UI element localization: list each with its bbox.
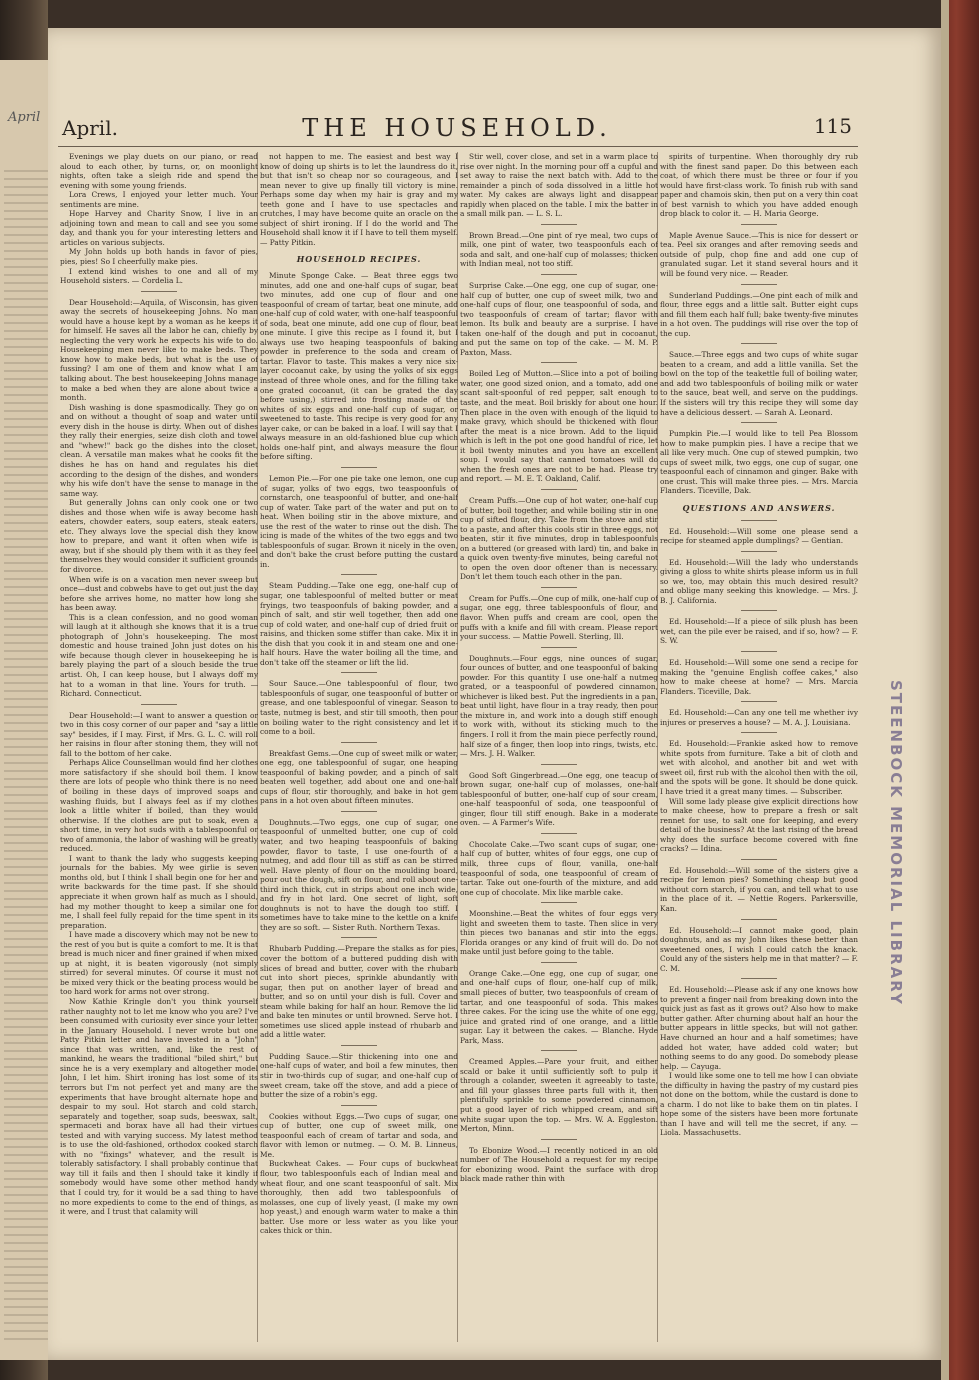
article-paragraph: Lemon Pie.—For one pie take one lemon, one cup of sugar, yolks of two eggs, two teaspoonfuls of cornstarch, one teaspoonful of butter, and one-half cup of water. Take part of the water and put on to heat. When boiling stir in the above mixture, and use the rest of the water to rinse out the dish. The icing is made of the whites of the two eggs and two tablespoonfuls of sugar. Brown it nicely in the oven, and don't bake the crust before putting the custard in. xyxy=(260,473,458,569)
article-divider xyxy=(541,489,577,490)
article-paragraph: Orange Cake.—One egg, one cup of sugar, one and one-half cups of flour, one-half cup of milk, small pieces of butter, two teaspoonfuls of cream of tartar, and one teaspoonful of soda. This makes three cakes. For the icing use the white of one egg, juice and grated rind of one orange, and a little sugar. Lay it between the cakes. — Blanche. Hyde Park, Mass. xyxy=(460,968,658,1045)
article-divider xyxy=(341,742,377,743)
article-paragraph: Chocolate Cake.—Two scant cups of sugar, one-half cup of butter, whites of four eggs, one cup of milk, three cups of flour, vanilla, one-half teaspoonful of soda, one teaspoonful of cream of tartar. Take out one-fourth of the mixture, and add one cup of chocolate. Mix like marble cake. xyxy=(460,839,658,897)
article-divider xyxy=(541,962,577,963)
article-paragraph: Sour Sauce.—One tablespoonful of flour, two tablespoonfuls of sugar, one teaspoonful of butter or grease, and one tablespoonful of vinegar. Season to taste, nutmeg is best, and stir till smooth, then pour on boiling water to the right consistency and let it come to a boil. xyxy=(260,679,458,737)
article-paragraph: Maple Avenue Sauce.—This is nice for dessert or tea. Peel six oranges and after removing seeds and outside of pulp, chop fine and add one cup of granulated sugar. Let it stand several hours and it will be found very nice. — Reader. xyxy=(660,230,858,279)
article-divider xyxy=(741,343,777,344)
article-divider xyxy=(341,1105,377,1106)
article-paragraph: Doughnuts.—Two eggs, one cup of sugar, one teaspoonful of unmelted butter, one cup of cold water, and two heaping teaspoonfuls of baking powder, flavor to taste, I use one-fourth of a nutmeg, and add flour till as stiff as can be stirred well. Have plenty of flour on the moulding board, pour out the dough, sift on flour, and roll about one-third inch thick, cut in strips about one inch wide, and fry in hot lard. One secret of light, soft doughnuts is not to have the dough too stiff. I sometimes have to take mine to the kettle on a knife they are so soft. — Sister Ruth. Northern Texas. xyxy=(260,817,458,932)
article-paragraph: Cream for Puffs.—One cup of milk, one-half cup of sugar, one egg, three tablespoonfuls of flour, and flavor. When puffs and cream are cool, open the puffs with a knife and fill with cream. Please report your success. — Mattie Powell. Sterling, Ill. xyxy=(460,593,658,642)
article-paragraph: Cream Puffs.—One cup of hot water, one-half cup of butter, boil together, and while boiling stir in one cup of sifted flour, dry. Take from the stove and stir to a paste, and after this cools stir in three eggs, not beaten, stir it five minutes, drop in tablespoonfuls on a buttered (or greased with lard) tin, and bake in a quick oven twenty-five minutes, being careful not to open the oven door oftener than is necessary. Don't let them touch each other in the pan. xyxy=(460,495,658,582)
article-paragraph: Pumpkin Pie.—I would like to tell Pea Blossom how to make pumpkin pies. I have a recipe that we all like very much. One cup of stewed pumpkin, two cups of sweet milk, two eggs, one cup of sugar, one teaspoonful each of cinnamon and ginger. Bake with one crust. This will make three pies. — Mrs. Marcia Flanders. Ticeville, Dak. xyxy=(660,429,858,496)
article-paragraph: Steam Pudding.—Take one egg, one-half cup of sugar, one tablespoonful of melted butter or meat fryings, two teaspoonfuls of baking powder, and a pinch of salt, and stir well together, then add one cup of cold water, and one-half cup of dried fruit or raisins, and thicken some stiffer than cake. Mix it in the dish that you cook it in and steam one and one-half hours. Have the water boiling all the time, and don't take off the steamer or lift the lid. xyxy=(260,581,458,667)
column-3 xyxy=(460,152,658,1344)
article-divider xyxy=(541,902,577,903)
article-paragraph: Ed. Household:—I cannot make good, plain doughnuts, and as my John likes these better than sweetened ones, I wish I could catch the knack. Could any of the sisters help me in that matter? — F. C. M. xyxy=(660,925,858,973)
article-divider xyxy=(741,610,777,611)
header-month: April. xyxy=(62,116,118,140)
library-stamp: STEENBOCK MEMORIAL LIBRARY xyxy=(887,680,905,1006)
article-divider xyxy=(741,651,777,652)
article-paragraph: Brown Bread.—One pint of rye meal, two cups of milk, one pint of water, two teaspoonfuls each of soda and salt, and one-half cup of molasses; thicken with Indian meal, not too stiff. xyxy=(460,230,658,269)
article-divider xyxy=(741,859,777,860)
article-divider xyxy=(141,291,177,292)
article-paragraph: Pudding Sauce.—Stir thickening into one and one-half cups of water, and boil a few minutes, then stir in two-thirds cup of sugar, and one-half cup of sweet cream, take off the stove, and add a piece of butter the size of a robin's egg. xyxy=(260,1051,458,1100)
article-divider xyxy=(341,467,377,468)
article-divider xyxy=(741,978,777,979)
section-heading: HOUSEHOLD RECIPES. xyxy=(296,254,422,265)
prev-running-head: April xyxy=(8,110,41,125)
prev-page-text xyxy=(4,170,50,1340)
article-paragraph: Perhaps Alice Counsellman would find her clothes more satisfactory if she should boil them. I know there are lots of people who think there is no need of boiling in these days of improved soaps and washing fluids, but I always feel as if my clothes look a little whiter if boiled, than they would otherwise. If the clothes are put to soak, even a short time, in very hot suds with a tablespoonful or two of ammonia, the labor of washing will be greatly reduced. xyxy=(60,758,258,854)
article-paragraph: Sunderland Puddings.—One pint each of milk and flour, three eggs and a little salt. Butter eight cups and fill them each half full; bake twenty-five minutes in a hot oven. The puddings will rise over the top of the cup. xyxy=(660,290,858,338)
article-paragraph: Boiled Leg of Mutton.—Slice into a pot of boiling water, one good sized onion, and a tomato, add one scant salt-spoonful of red pepper, salt enough to taste, and the meat. Boil briskly for about one hour. Then place in the oven with enough of the liquid to make gravy, which should be thickened with flour after the meat is a nice brown. Add to the liquid which is left in the pot one good handful of rice, let it boil twenty minutes and you have an excellent soup. I would say that canned tomatoes will do when the fresh ones are not to be had. Please try and report. — M. E. T. Oakland, Calif. xyxy=(460,369,658,484)
book-cover-board xyxy=(941,0,979,1380)
article-paragraph: Dish washing is done spasmodically. They go on and on without a thought of soap and water until every dish in the house is dirty. When out of dishes they rally their energies, seize dish cloth and towel and "whew!" back go the dishes into the closet, clean. A versatile man makes what he cooks fit the dishes he has on hand and regulates his diet according to the design of the dishes, and wonders why his wife don't have the sense to manage in the same way. xyxy=(60,402,258,498)
article-paragraph: Ed. Household:—If a piece of silk plush has been wet, can the pile ever be raised, and if so, how? — F. S. W. xyxy=(660,617,858,646)
article-divider xyxy=(541,1050,577,1051)
column-4 xyxy=(660,152,858,1344)
article-paragraph: Dear Household:—Aquila, of Wisconsin, has given away the secrets of housekeeping Johns. No man would have a house kept by a woman as he keeps it for himself. He saves all the labor he can, chiefly by neglecting the very work he expects his wife to do. Housekeeping men never like to make beds. They know how to make beds, but what is the use of fussing? I am one of them and know what I am talking about. The best housekeeping Johns manage to make a bed when they are alone about twice a month. xyxy=(60,297,258,403)
article-paragraph: Ed. Household:—Will some one send a recipe for making the "genuine English coffee cakes," also how to make cheese at home? — Mrs. Marcia Flanders. Ticeville, Dak. xyxy=(660,657,858,696)
article-divider xyxy=(741,919,777,920)
article-paragraph: I want to thank the lady who suggests keeping journals for the babies. My wee girlie is seven months old, but I think I shall begin one for her and write backwards for the time past. If she should appreciate it when grown half as much as I should, had my mother thought to keep a similar one for me, I shall feel fully repaid for the time spent in its preparation. xyxy=(60,853,258,930)
article-divider xyxy=(541,764,577,765)
article-paragraph: Buckwheat Cakes. — Four cups of buckwheat flour, two tablespoonfuls each of Indian meal and wheat flour, and one scant teaspoonful of salt. Mix thoroughly, then add two tablespoonfuls of molasses, one cup of lively yeast, (I make my own hop yeast,) and enough warm water to make a thin batter. Use more or less water as you like your cakes thick or thin. xyxy=(260,1159,458,1236)
article-paragraph: Ed. Household:—Will some one please send a recipe for steamed apple dumplings? — Gentian. xyxy=(660,526,858,546)
article-paragraph: Hope Harvey and Charity Snow, I live in an adjoining town and mean to call and see you some day, and thank you for your interesting letters and articles on various subjects. xyxy=(60,209,258,247)
article-paragraph: Stir well, cover close, and set in a warm place to rise over night. In the morning pour off a cupful and set away to raise the next batch with. Add to the remainder a pinch of soda dissolved in a little hot water. My cakes are always light and disappear rapidly when placed on the table. I mix the batter in a small milk pan. — L. S. L. xyxy=(460,152,658,219)
article-paragraph: Cookies without Eggs.—Two cups of sugar, one cup of butter, one cup of sweet milk, one teaspoonful each of cream of tartar and soda, and flavor with lemon or nutmeg. — O. M. B. Linneus, Me. xyxy=(260,1111,458,1159)
article-paragraph: I extend kind wishes to one and all of my Household sisters. — Cordelia L. xyxy=(60,266,258,286)
article-paragraph: spirits of turpentine. When thoroughly dry rub with the finest sand paper. Do this between each coat, of which there must be three or four if you would have first-class work. To finish rub with sand paper and chamois skin, then put on a very thin coat of best varnish to which you have added enough drop black to color it. — H. Maria George. xyxy=(660,152,858,219)
column-1 xyxy=(60,152,258,1344)
article-divider xyxy=(741,520,777,521)
article-divider xyxy=(741,224,777,225)
previous-page-edge xyxy=(0,60,52,1360)
article-paragraph: not happen to me. The easiest and best way I know of doing up shirts is to let the laundress do it, but that isn't so cheap nor so courageous, and I mean never to give up finally till victory is mine. Perhaps some day when my hair is gray and my teeth gone and I have to use spectacles and crutches, I may have become quite an oracle on the subject of shirt ironing. If I do the world and The Household shall know it if I have to tell them myself. — Patty Pitkin. xyxy=(260,152,458,247)
article-divider xyxy=(341,937,377,938)
article-paragraph: Ed. Household:—Will some of the sisters give a recipe for lemon pies? Something cheap but good without corn starch, if you can, and tell what to use in the place of it. — Nettie Rogers. Parkersville, Kan. xyxy=(660,865,858,913)
article-paragraph: Minute Sponge Cake. — Beat three eggs two minutes, add one and one-half cups of sugar, beat two minutes, add one cup of flour and one teaspoonful of cream of tartar, beat one minute, add one-half cup of cold water, with one-half teaspoonful of soda, beat one minute, add one cup of flour, beat one minute. I give this recipe as I found it, but I always use two heaping teaspoonfuls of baking powder in preference to the soda and cream of tartar. Flavor to taste. This makes a very nice six-layer cocoanut cake, by using the yolks of six eggs instead of three whole ones, and for the filling take one grated cocoanut, (it can be grated the day before using,) stirred into frosting made of the whites of six eggs and one-half cup of sugar, or sweetened to taste. This recipe is very good for any layer cake, or can be baked in a loaf. I will say that I always measure in an old-fashioned blue cup which holds one-half pint, and always measure the flour before sifting. xyxy=(260,271,458,462)
article-divider xyxy=(541,274,577,275)
article-divider xyxy=(541,833,577,834)
column-2 xyxy=(260,152,458,1344)
article-paragraph: But generally Johns can only cook one or two dishes and those when wife is away become hash eaters, chowder eaters, soup eaters, steak eaters, etc. They always love the special dish they know how to prepare, and want it often when wife is away, but if she should ply them with it as they feel themselves they would consider it sufficient grounds for divorce. xyxy=(60,498,258,574)
article-divider xyxy=(341,574,377,575)
article-divider xyxy=(341,672,377,673)
article-paragraph: Surprise Cake.—One egg, one cup of sugar, one-half cup of butter, one cup of sweet milk, two and one-half cups of flour, one teaspoonful of soda, and two teaspoonfuls of cream of tartar; flavor with lemon. Its bulk and beauty are a surprise. I have taken one-half of the dough and put in cocoanut, and put the same on top of the cake. — M. M. P. Paxton, Mass. xyxy=(460,281,658,357)
article-divider xyxy=(741,732,777,733)
article-paragraph: Doughnuts.—Four eggs, nine ounces of sugar, four ounces of butter, and one teaspoonful of baking powder. For this quantity I use one-half a nutmeg grated, or a teaspoonful of powdered cinnamon, whichever is liked best. Put the ingredients in a pan, beat until light, have flour in a tray ready, then pour the mixture in, and work into a dough stiff enough to work with, without its sticking much to the fingers. I roll it from the main piece perfectly round, half size of a finger, then loop into rings, twists, etc. — Mrs. J. H. Walker. xyxy=(460,653,658,759)
article-paragraph: Ed. Household:—Will the lady who understands giving a gloss to white shirts please inform us in full so we, too, may obtain this much desired result? and oblige many seeking this knowledge. — Mrs. J. B. J. California. xyxy=(660,557,858,605)
header-rule xyxy=(58,146,858,147)
article-divider xyxy=(541,362,577,363)
article-divider xyxy=(541,224,577,225)
article-paragraph: Evenings we play duets on our piano, or read aloud to each other, by turns, or, on moonlight nights, often take a sleigh ride and spend the evening with some young friends. xyxy=(60,152,258,190)
article-divider xyxy=(541,1139,577,1140)
article-divider xyxy=(741,551,777,552)
article-paragraph: When wife is on a vacation men never sweep but once—dust and cobwebs have to get out just the day before she arrives home, no matter how long she has been away. xyxy=(60,574,258,613)
article-divider xyxy=(341,1045,377,1046)
article-paragraph: Moonshine.—Beat the whites of four eggs very light and sweeten them to taste. Then slice in very thin pieces two bananas and stir into the eggs. Florida oranges or any kind of fruit will do. Do not make until just before going to the table. xyxy=(460,909,658,957)
article-paragraph: My John holds up both hands in favor of pies, pies, pies! So I cheerfully make pies. xyxy=(60,247,258,267)
page-header xyxy=(62,112,852,146)
article-paragraph: Will some lady please give explicit directions how to make cheese, how to prepare a fresh or salt rennet for use, to salt one for keeping, and every detail of the business? At the last rising of the bread why does the surface become covered with fine cracks? — Idina. xyxy=(660,796,858,854)
article-divider xyxy=(141,704,177,705)
article-divider xyxy=(741,284,777,285)
article-paragraph: This is a clean confession, and no good woman will laugh at it although she knows that it is a true photograph of John's housekeeping. The most domestic and house trained John just dotes on his wife because though clever in housekeeping he is barely playing the part of a slouch beside the true artist. Oh, I can keep house, but I always doff my hat to a woman in that line. Yours for truth. — Richard. Connecticut. xyxy=(60,612,258,699)
article-paragraph: Good Soft Gingerbread.—One egg, one teacup of brown sugar, one-half cup of molasses, one-half tablespoonful of butter, one-half cup of sour cream, one-half teaspoonful of soda, one teaspoonful of ginger, flour till stiff enough. Bake in a moderate oven. — A Farmer's Wife. xyxy=(460,770,658,828)
header-title: THE HOUSEHOLD. xyxy=(302,114,612,142)
article-paragraph: I have made a discovery which may not be new to the rest of you but is quite a comfort to me. It is that bread is much nicer and finer grained if when mixed up at night, it is beaten vigorously (not simply stirred) for several minutes. Of course it must not be mixed very thick or the beating process would be too hard work for arms not over strong. xyxy=(60,930,258,997)
article-paragraph: To Ebonize Wood.—I recently noticed in an old number of The Household a request for my recipe for ebonizing wood. Paint the surface with drop black made rather thin with xyxy=(460,1145,658,1184)
article-divider xyxy=(541,647,577,648)
article-paragraph: Ed. Household:—Can any one tell me whether ivy injures or preserves a house? — M. A. J. Louisiana. xyxy=(660,708,858,727)
article-divider xyxy=(741,422,777,423)
section-heading: QUESTIONS AND ANSWERS. xyxy=(682,502,836,513)
article-paragraph: Sauce.—Three eggs and two cups of white sugar beaten to a cream, and add a little vanilla. Set the bowl on the top of the teakettle full of boiling water, and add two tablespoonfuls of boiling milk or water to the sauce, beat well, and serve on the puddings. If the sisters will try this recipe they will some day have a delicious dessert. — Sarah A. Leonard. xyxy=(660,350,858,417)
article-paragraph: Now Kathie Kringle don't you think yourself rather naughty not to let me know who you are? I've been consumed with curiosity ever since your letter in the January Household. I never wrote but one Patty Pitkin letter and have invested in a "John" since that was written, and, like the rest of mankind, he wears the traditional "biled shirt," but since he is a very exemplary and altogether model John, I let him. Shirt ironing has lost some of its terrors but I'm not perfect yet and many are the experiments that have brought alternate hope and despair to my soul. Hot starch and cold starch, separately and together, soap suds, beeswax, salt, spermaceti and borax have all had their virtues tested and with varying success. My latest method is to use the old-fashioned, orthodox cooked starch with no "fixings" whatever, and the result is tolerably satisfactory. I shall probably continue that way till it fails and then I should take it kindly if somebody would have some other method handy that I could try, for it would be a sad thing to have no more expedients to come to the end of things, as it were, and I trust that calamity will xyxy=(60,997,258,1217)
article-paragraph: Dear Household:—I want to answer a question or two in this cosy corner of our paper and "say a little say" besides, if I may. First, if Mrs. G. L. C. will roll her raisins in flour after stoning them, they will not fall to the bottom of her cake. xyxy=(60,710,258,758)
article-divider xyxy=(341,811,377,812)
article-paragraph: Rhubarb Pudding.—Prepare the stalks as for pies, cover the bottom of a buttered pudding dish with slices of bread and butter, cover with the rhubarb cut into short pieces, sprinkle abundantly with sugar, then put on another layer of bread and butter, and so on until your dish is full. Cover and steam while baking for half an hour. Remove the lid and bake ten minutes or until browned. Serve hot. I sometimes use sliced apple instead of rhubarb and add a little water. xyxy=(260,944,458,1040)
article-paragraph: Lora Crews, I enjoyed your letter much. Your sentiments are mine. xyxy=(60,190,258,209)
article-paragraph: Ed. Household:—Please ask if any one knows how to prevent a finger nail from breaking down into the quick just as fast as it grows out? Also how to make butter gather. After churning about half an hour the butter appears in little specks, but will not gather. Have churned an hour and a half sometimes; have added hot water, have added cold water; but nothing seems to do any good. Do somebody please help. — Cayuga. xyxy=(660,985,858,1071)
article-divider xyxy=(741,701,777,702)
article-paragraph: Breakfast Gems.—One cup of sweet milk or water, one egg, one tablespoonful of sugar, one heaping teaspoonful of baking powder, and a pinch of salt beaten well together, add about one and one-half cups of flour, stir thoroughly, and bake in hot gem pans in a hot oven about fifteen minutes. xyxy=(260,748,458,806)
article-paragraph: Creamed Apples.—Pare your fruit, and either scald or bake it until sufficiently soft to pulp it through a colander, sweeten it agreeably to taste, and fill your glasses three parts full with it, then plentifully sprinkle to some powdered cinnamon, put a good layer of rich whipped cream, and sift white sugar upon the top. — Mrs. W. A. Eggleston. Merton, Minn. xyxy=(460,1057,658,1134)
article-divider xyxy=(541,587,577,588)
page-number: 115 xyxy=(813,114,852,138)
article-paragraph: Ed. Household:—Frankie asked how to remove white spots from furniture. Take a bit of cloth and wet with alcohol, and another bit and wet with sweet oil, first rub with the alcohol then with the oil, and the spots will be gone. It should be done quick. I have tried it a great many times. — Subscriber. xyxy=(660,739,858,796)
article-paragraph: I would like some one to tell me how I can obviate the difficulty in having the pastry of my custard pies not done on the bottom, while the custard is done to a charm. I do not like to bake them on tin plates. I hope some of the sisters have been more fortunate than I have and will tell me the secret, if any. — Liola. Massachusetts. xyxy=(660,1071,858,1138)
